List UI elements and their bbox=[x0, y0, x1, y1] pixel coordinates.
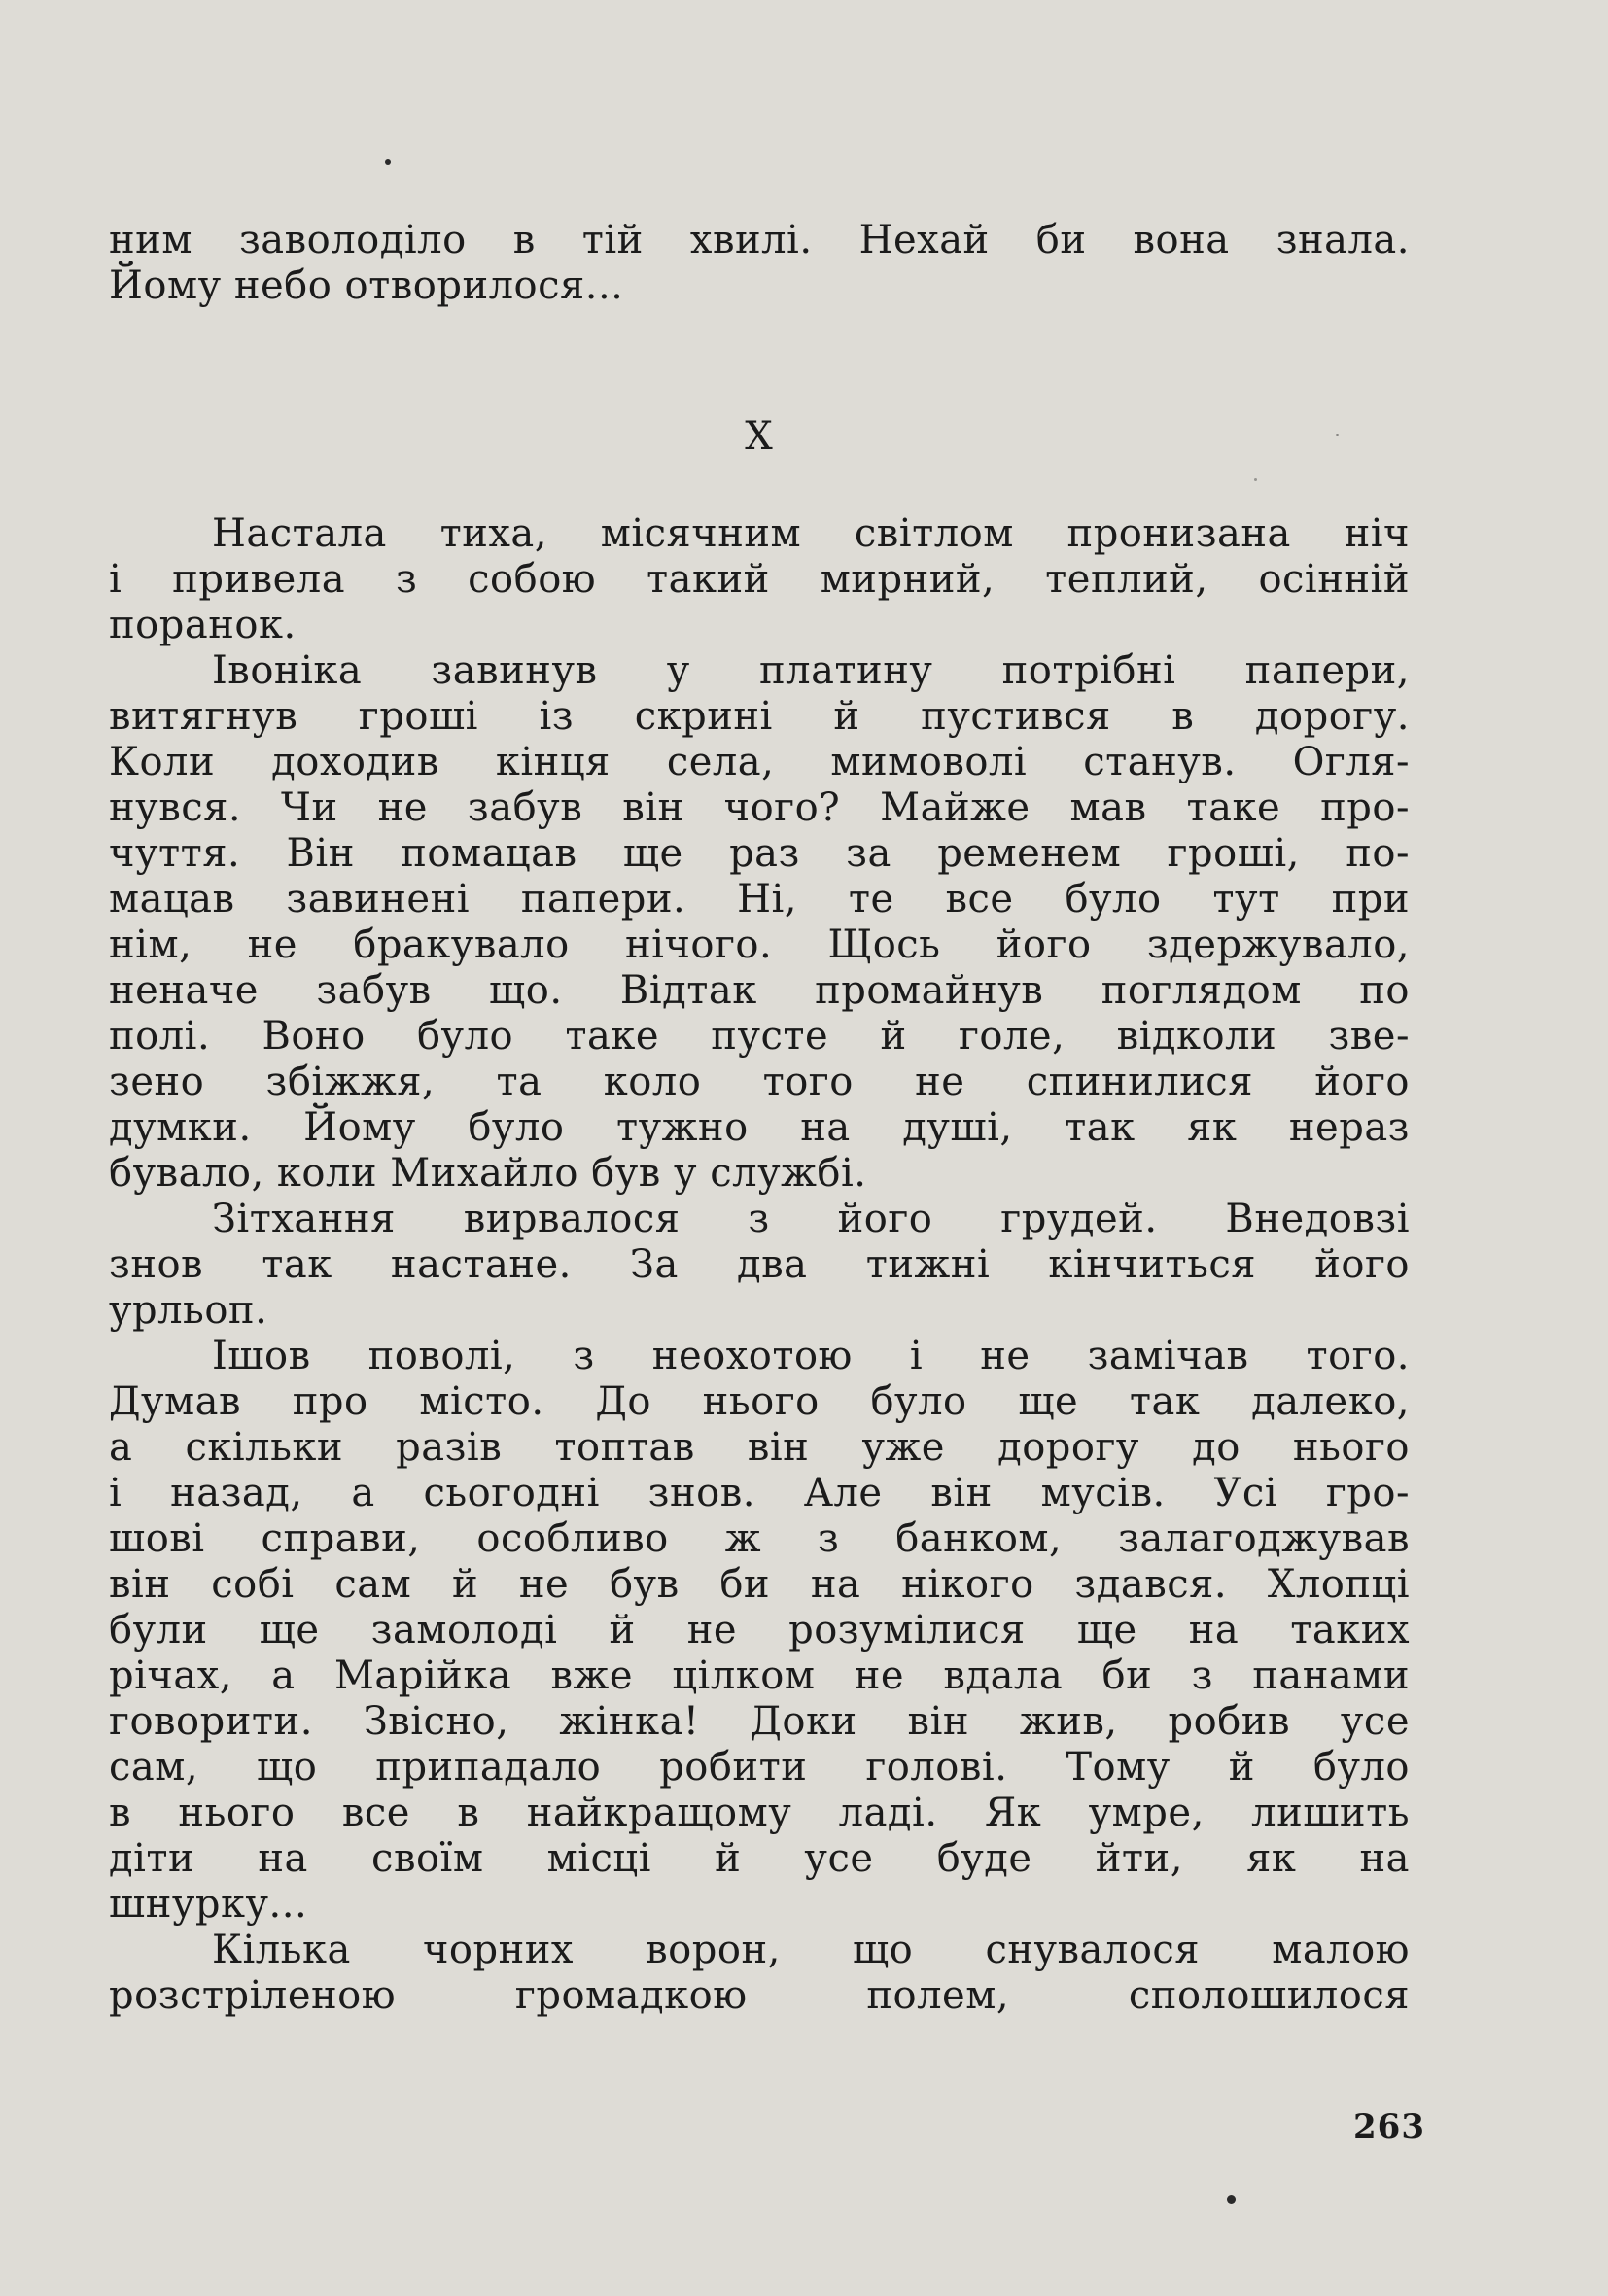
text-line: він собі сам й не був би на нікого здався. Хлопці bbox=[109, 1562, 1410, 1607]
text-line: і привела з собою такий мирний, теплий, осінній bbox=[109, 557, 1410, 602]
print-speck bbox=[1336, 434, 1339, 436]
text-line: річах, а Марійка вже цілком не вдала би з панами bbox=[109, 1653, 1410, 1698]
text-line: полі. Воно було таке пусте й голе, відколи зве- bbox=[109, 1014, 1410, 1059]
page-number: 263 bbox=[1353, 2107, 1425, 2146]
text-line: а скільки разів топтав він уже дорогу до нього bbox=[109, 1425, 1410, 1470]
book-page bbox=[109, 218, 1410, 2019]
text-line: розстріленою громадкою полем, сполошилося bbox=[109, 1973, 1410, 2018]
paragraph bbox=[109, 1928, 1410, 2019]
text-line: мацав завинені папери. Ні, те все було тут при bbox=[109, 877, 1410, 922]
paragraph bbox=[109, 648, 1410, 1197]
text-line: Івоніка завинув у платину потрібні папери, bbox=[212, 648, 1410, 693]
chapter-heading: X bbox=[745, 414, 774, 459]
text-line: Думав про місто. До нього було ще так далеко, bbox=[109, 1379, 1410, 1424]
text-line: і назад, а сьогодні знов. Але він мусів. Усі гро- bbox=[109, 1471, 1410, 1515]
text-line: сам, що припадало робити голові. Тому й було bbox=[109, 1745, 1410, 1790]
text-line: Кілька чорних ворон, що снувалося малою bbox=[212, 1928, 1410, 1972]
text-line: нувся. Чи не забув він чого? Майже мав таке про- bbox=[109, 785, 1410, 830]
text-line: думки. Йому було тужно на душі, так як нераз bbox=[109, 1105, 1410, 1150]
text-line: поранок. bbox=[109, 603, 297, 647]
text-line: Ішов поволі, з неохотою і не замічав того. bbox=[212, 1334, 1410, 1378]
paragraph bbox=[109, 1334, 1410, 1928]
text-line: нім, не бракувало нічого. Щось його здержувало, bbox=[109, 922, 1410, 967]
text-line: урльоп. bbox=[109, 1288, 268, 1333]
text-line: чуття. Він помацав ще раз за ременем гроші, по- bbox=[109, 831, 1410, 876]
text-line: говорити. Звісно, жінка! Доки він жив, робив усе bbox=[109, 1699, 1410, 1744]
text-line: шнурку... bbox=[109, 1882, 308, 1927]
text-line: Йому небо отворилося... bbox=[109, 263, 624, 308]
print-speck bbox=[1254, 478, 1257, 481]
text-line: бувало, коли Михайло був у службі. bbox=[109, 1151, 867, 1196]
print-speck bbox=[385, 159, 391, 165]
text-line: Настала тиха, місячним світлом пронизана ніч bbox=[212, 511, 1410, 556]
text-line: зено збіжжя, та коло того не спинилися його bbox=[109, 1060, 1410, 1104]
text-line: діти на своїм місці й усе буде йти, як на bbox=[109, 1836, 1410, 1881]
text-line: знов так настане. За два тижні кінчиться його bbox=[109, 1242, 1410, 1287]
paragraph bbox=[109, 511, 1410, 648]
text-line: в нього все в найкращому ладі. Як умре, лишить bbox=[109, 1791, 1410, 1835]
text-line: Зітхання вирвалося з його грудей. Внедовзі bbox=[212, 1197, 1410, 1241]
text-line: шові справи, особливо ж з банком, залагоджував bbox=[109, 1516, 1410, 1561]
print-speck bbox=[1227, 2195, 1236, 2204]
text-line: витягнув гроші із скрині й пустився в дорогу. bbox=[109, 694, 1410, 739]
continued-paragraph bbox=[109, 218, 1410, 309]
text-line: ним заволоділо в тій хвилі. Нехай би вона знала. bbox=[109, 218, 1410, 262]
text-line: були ще замолоді й не розумілися ще на таких bbox=[109, 1608, 1410, 1652]
text-line: неначе забув що. Відтак промайнув поглядом по bbox=[109, 968, 1410, 1013]
text-line: Коли доходив кінця села, мимоволі станув. Огля- bbox=[109, 740, 1410, 784]
paragraph bbox=[109, 1197, 1410, 1334]
